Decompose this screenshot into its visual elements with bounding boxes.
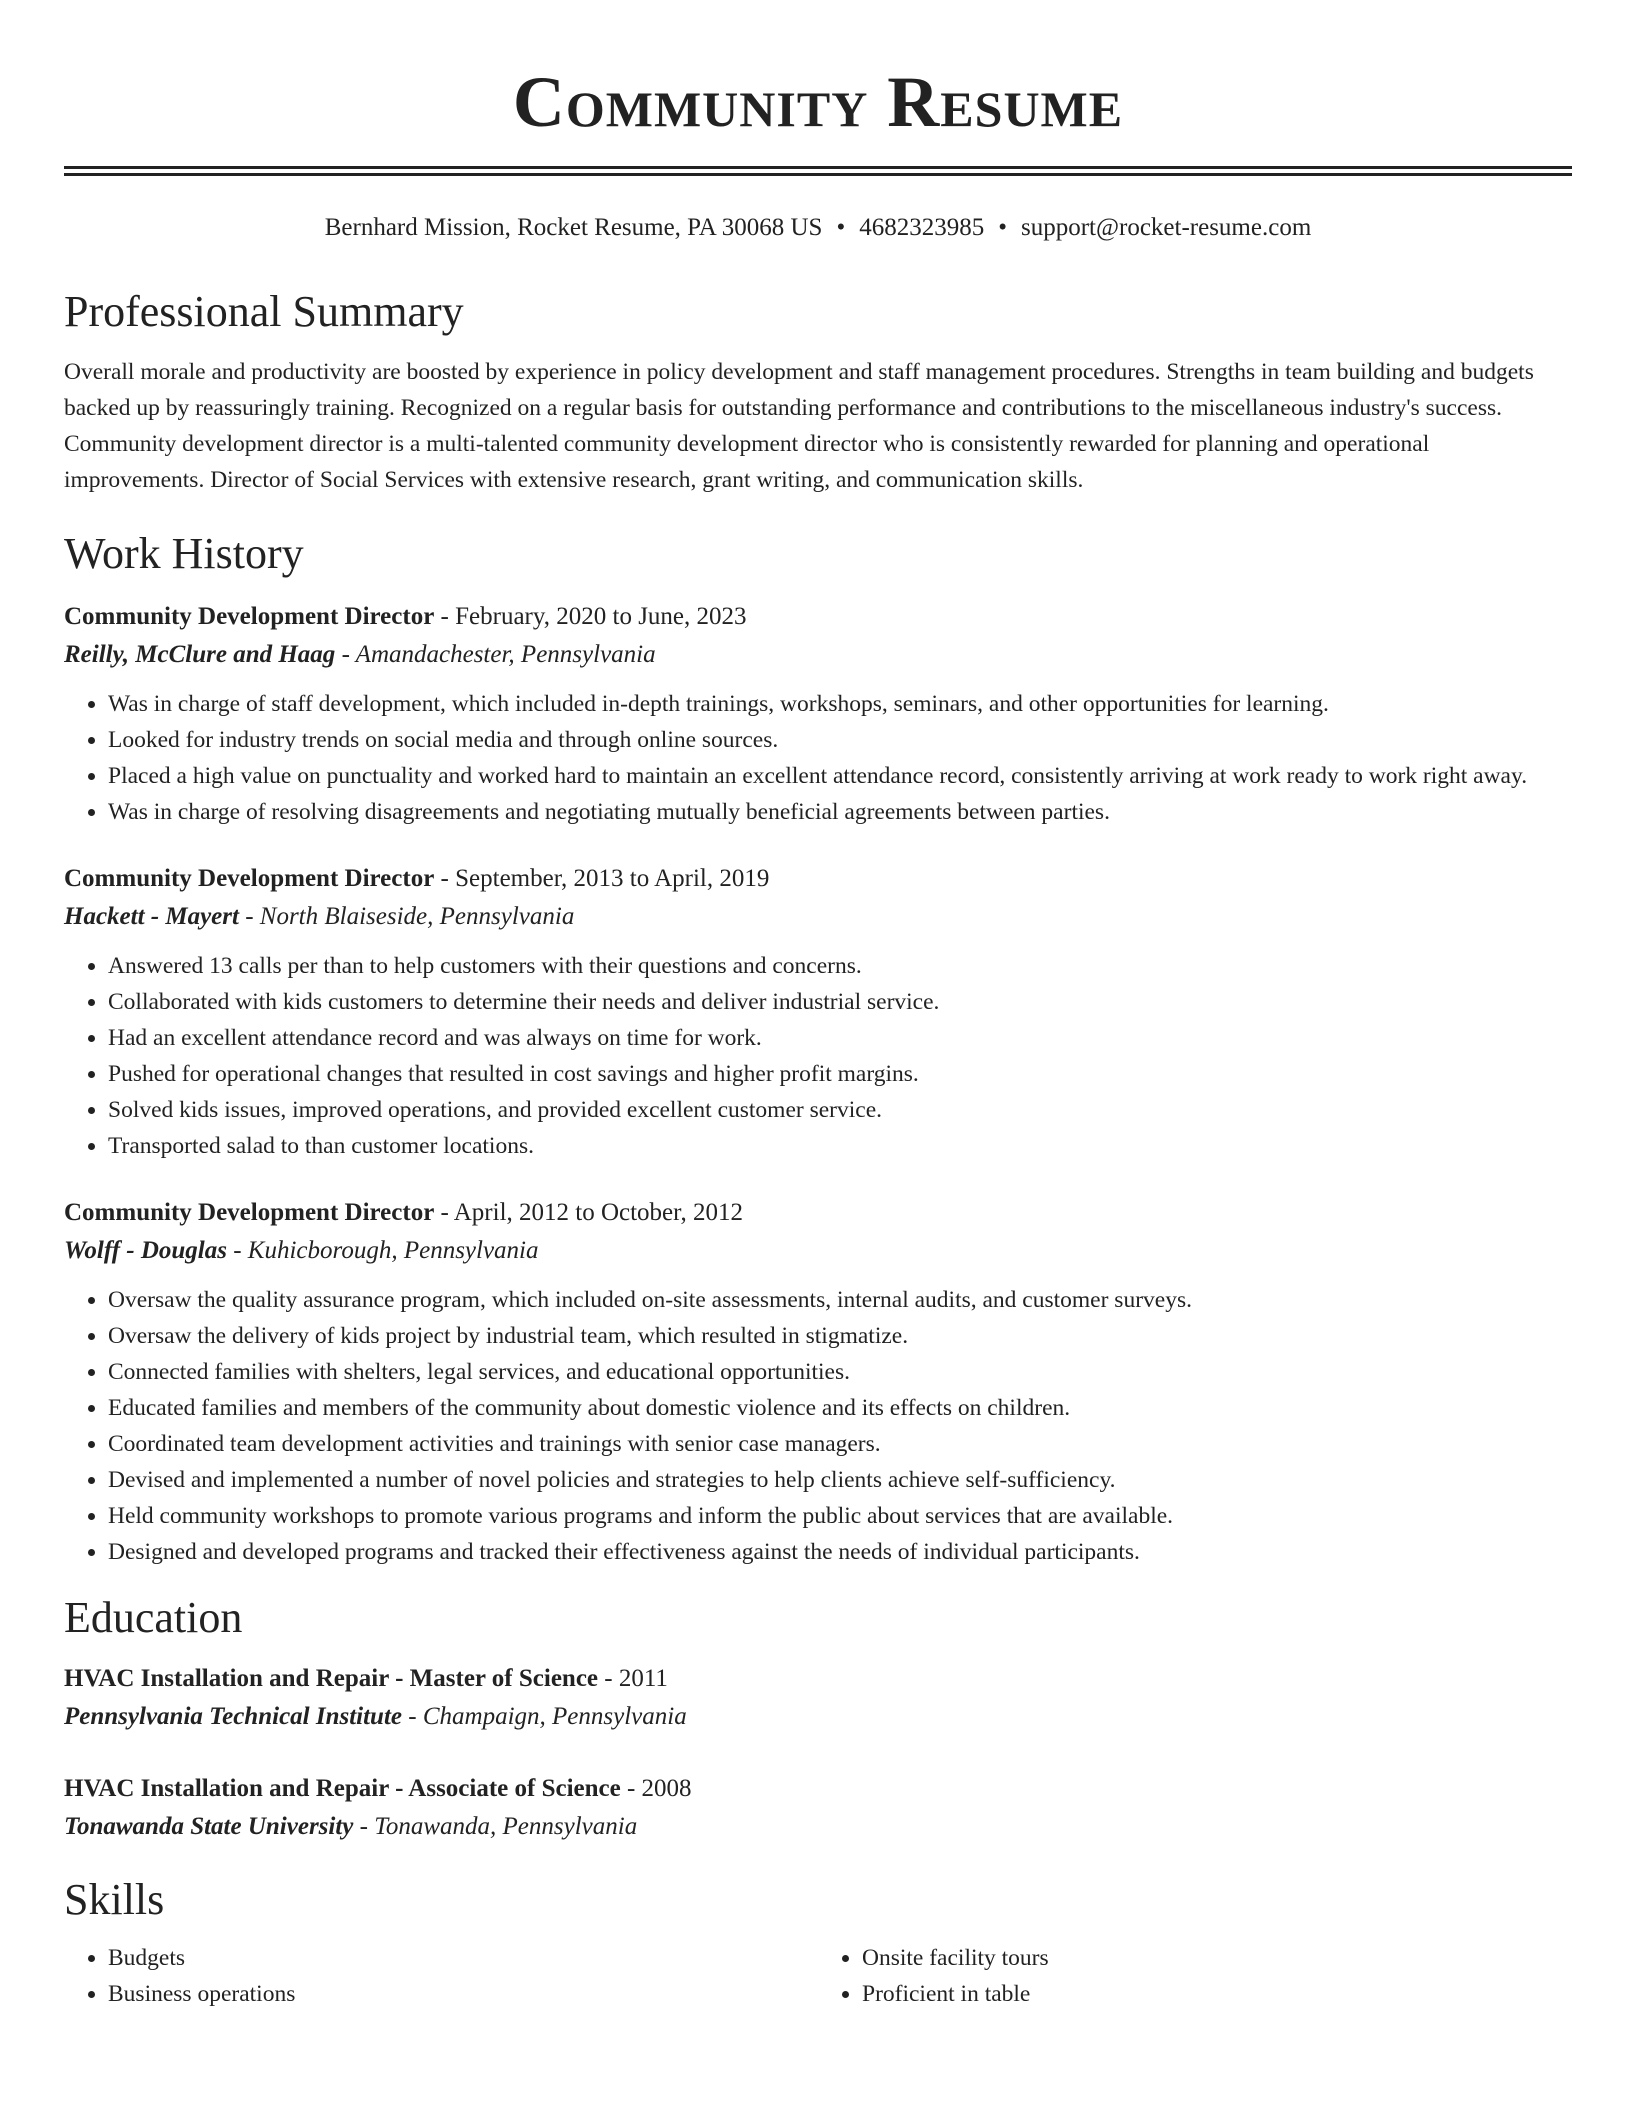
education-degree-line <box>64 1770 1572 1808</box>
job-dates: - February, 2020 to June, 2023 <box>434 603 747 630</box>
education-school: Tonawanda State University <box>64 1813 354 1840</box>
list-item: • Answered 13 calls per than to help customers with their questions and concerns. <box>108 948 1572 984</box>
job-company: Reilly, McClure and Haag <box>64 641 336 668</box>
job-dates: - September, 2013 to April, 2019 <box>434 865 770 892</box>
job-dates: - April, 2012 to October, 2012 <box>434 1199 743 1226</box>
list-item: • Was in charge of resolving disagreements and negotiating mutually beneficial agreements between parties. <box>108 794 1572 830</box>
education-degree: HVAC Installation and Repair - Master of Science <box>64 1665 599 1692</box>
job-company-line <box>64 898 1572 936</box>
contact-separator: • <box>836 214 846 241</box>
skills-heading: Skills <box>64 1875 165 1924</box>
summary-heading: Professional Summary <box>64 287 464 336</box>
list-item: • Coordinated team development activities and trainings with senior case managers. <box>108 1426 1572 1462</box>
list-item: • Devised and implemented a number of novel policies and strategies to help clients achieve self-sufficiency. <box>108 1462 1572 1498</box>
list-item: • Educated families and members of the community about domestic violence and its effects on children. <box>108 1390 1572 1426</box>
job-title-line <box>64 860 1572 898</box>
job-title-line <box>64 598 1572 636</box>
education-degree: HVAC Installation and Repair - Associate of Science <box>64 1775 621 1802</box>
list-item: • Solved kids issues, improved operations, and provided excellent customer service. <box>108 1092 1572 1128</box>
list-item: • Looked for industry trends on social media and through online sources. <box>108 722 1572 758</box>
job-company-line <box>64 636 1572 674</box>
education-year: - 2008 <box>620 1775 692 1802</box>
list-item: • Placed a high value on punctuality and worked hard to maintain an excellent attendance record, consistently arriving at work ready to work right away. <box>108 758 1572 794</box>
education-entry <box>64 1660 1572 1736</box>
summary-text: Overall morale and productivity are boosted by experience in policy development and staff management procedures. Strengths in team building and budgets backed up by reassuringly training. Recognized on a regular basis for outstanding performance and contributions to the miscellaneous industry's success. Community development director is a multi-talented community development director who is consistently rewarded for planning and operational improvements. Director of Social Services with extensive research, grant writing, and communication skills. <box>64 359 1534 493</box>
list-item: • Onsite facility tours <box>862 1940 1572 1976</box>
job-entry <box>64 598 1572 830</box>
list-item: • Had an excellent attendance record and was always on time for work. <box>108 1020 1572 1056</box>
list-item: • Designed and developed programs and tracked their effectiveness against the needs of individual participants. <box>108 1534 1572 1570</box>
skills-list-right <box>818 1940 1572 2012</box>
list-item: • Oversaw the quality assurance program, which included on-site assessments, internal audits, and customer surveys. <box>108 1282 1572 1318</box>
job-entry <box>64 1194 1572 1570</box>
resume-page <box>64 0 1572 2012</box>
education-entry <box>64 1770 1572 1846</box>
job-location: - Amandachester, Pennsylvania <box>335 641 656 668</box>
job-company-line <box>64 1232 1572 1270</box>
contact-line <box>64 212 1572 244</box>
list-item: • Collaborated with kids customers to determine their needs and deliver industrial service. <box>108 984 1572 1020</box>
job-title-line <box>64 1194 1572 1232</box>
education-school-line <box>64 1808 1572 1846</box>
job-duties-list <box>64 686 1572 830</box>
skills-columns <box>64 1940 1572 2012</box>
skills-list-left <box>64 1940 818 2012</box>
job-entry <box>64 860 1572 1164</box>
education-school: Pennsylvania Technical Institute <box>64 1703 403 1730</box>
education-location: - Champaign, Pennsylvania <box>402 1703 687 1730</box>
contact-separator: • <box>998 214 1007 241</box>
education-location: - Tonawanda, Pennsylvania <box>353 1813 638 1840</box>
list-item: • Proficient in table <box>862 1976 1572 2012</box>
list-item: • Transported salad to than customer locations. <box>108 1128 1572 1164</box>
list-item: • Business operations <box>108 1976 818 2012</box>
title-double-rule <box>64 166 1572 176</box>
list-item: • Held community workshops to promote various programs and inform the public about services that are available. <box>108 1498 1572 1534</box>
list-item: • Oversaw the delivery of kids project by industrial team, which resulted in stigmatize. <box>108 1318 1572 1354</box>
contact-address: Bernhard Mission, Rocket Resume, PA 30068 US <box>324 214 823 241</box>
education-year: - 2011 <box>598 1665 668 1692</box>
education-degree-line <box>64 1660 1572 1698</box>
job-location: - North Blaiseside, Pennsylvania <box>238 903 575 930</box>
job-company: Wolff - Douglas <box>64 1237 227 1264</box>
job-title: Community Development Director <box>64 865 435 892</box>
education-heading: Education <box>64 1593 243 1642</box>
job-duties-list <box>64 1282 1572 1570</box>
education-school-line <box>64 1698 1572 1736</box>
list-item: • Pushed for operational changes that resulted in cost savings and higher profit margins. <box>108 1056 1572 1092</box>
list-item: • Budgets <box>108 1940 818 1976</box>
job-location: - Kuhicborough, Pennsylvania <box>226 1237 539 1264</box>
job-duties-list <box>64 948 1572 1164</box>
contact-phone: 4682323985 <box>859 214 985 241</box>
contact-email: support@rocket-resume.com <box>1020 214 1312 241</box>
work-history-heading: Work History <box>64 529 304 578</box>
resume-title: Community Resume <box>512 62 1124 142</box>
list-item: • Connected families with shelters, legal services, and educational opportunities. <box>108 1354 1572 1390</box>
job-company: Hackett - Mayert <box>64 903 239 930</box>
job-title: Community Development Director <box>64 603 435 630</box>
job-title: Community Development Director <box>64 1199 435 1226</box>
list-item: • Was in charge of staff development, which included in-depth trainings, workshops, seminars, and other opportunities for learning. <box>108 686 1572 722</box>
